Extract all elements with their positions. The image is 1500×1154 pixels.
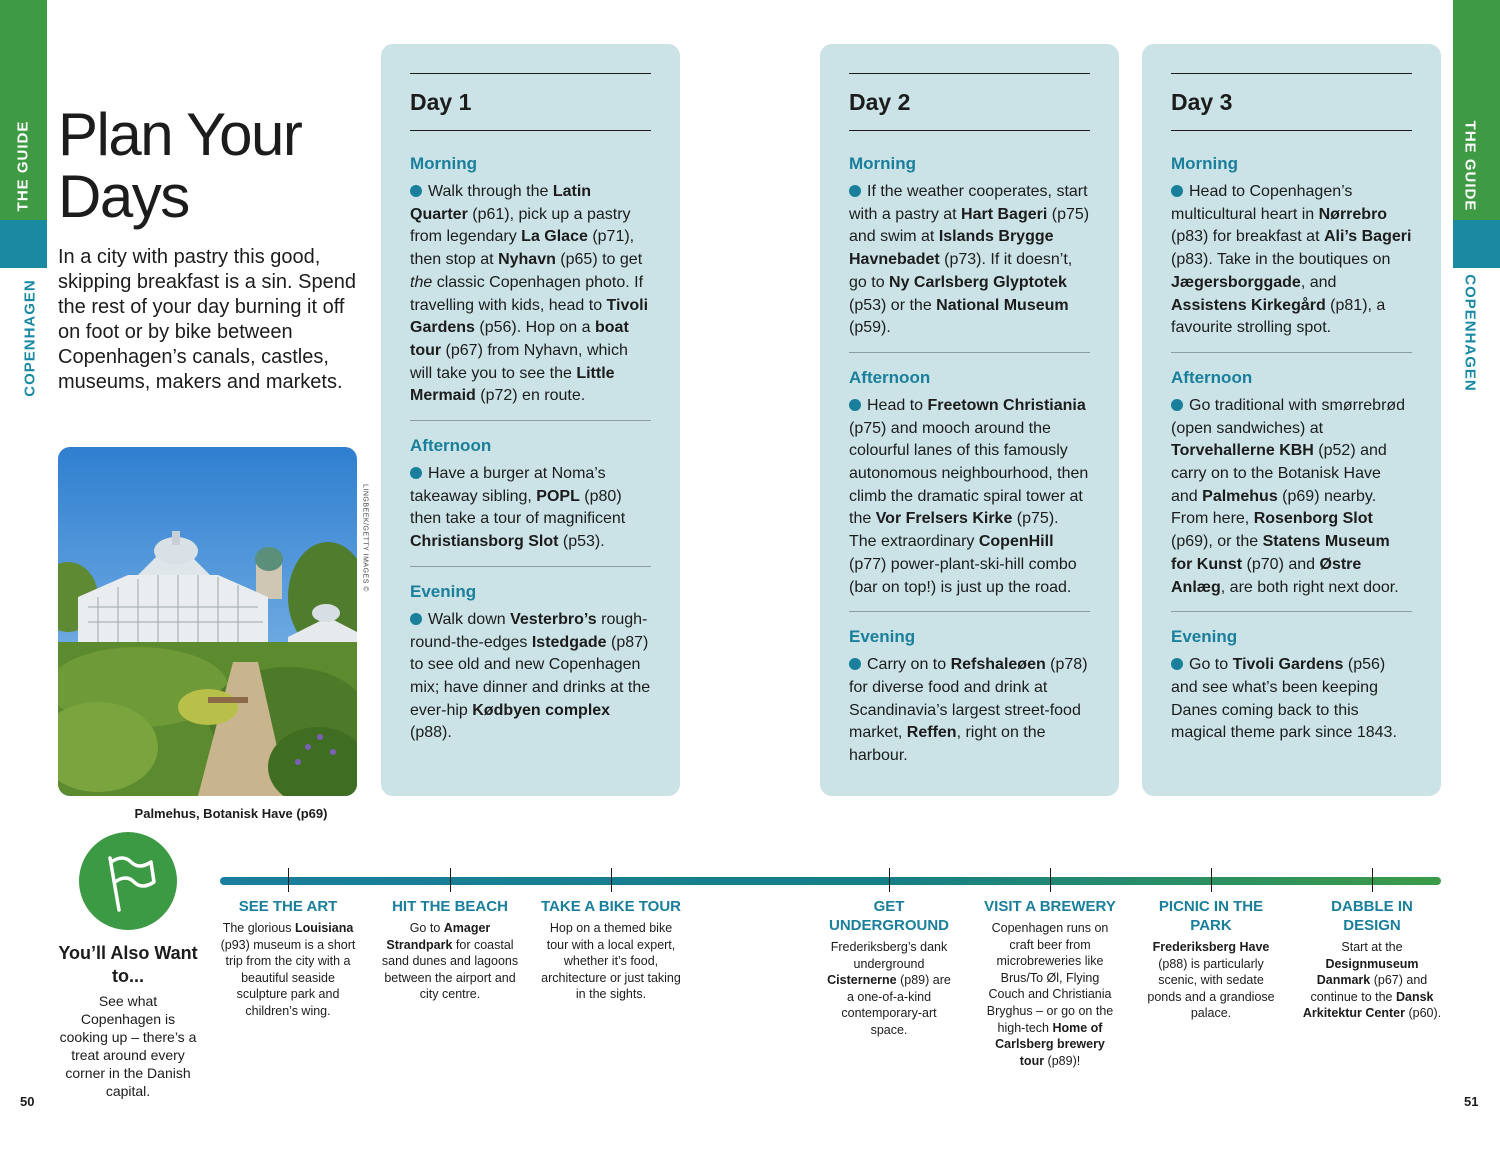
guide-tab-right-label: THE GUIDE: [1461, 120, 1479, 212]
text-run: (p81), a favourite strolling spot.: [1171, 296, 1386, 337]
text-run: Frederiksberg’s dank underground: [830, 940, 948, 971]
section-body: [849, 654, 1090, 768]
day-card-content: [1171, 73, 1412, 745]
text-run: The glorious: [222, 921, 295, 935]
bold-text: Designmuseum Danmark: [1316, 956, 1419, 988]
text-run: Go to: [409, 921, 444, 935]
day-title: Day 2: [849, 89, 911, 115]
timeline-tick: [611, 868, 612, 892]
page-number-left: 50: [20, 1094, 35, 1109]
timeline-item: [216, 897, 361, 1020]
city-tab-marker: [0, 220, 47, 268]
timeline-item: [1302, 897, 1442, 1022]
text-run: (p59).: [849, 319, 891, 337]
section-divider: [849, 611, 1090, 612]
section-heading: Afternoon: [410, 436, 492, 456]
timeline-heading: GET UNDERGROUND: [829, 898, 949, 934]
city-tab-right-label: COPENHAGEN: [1461, 274, 1479, 392]
timeline-text: [824, 939, 954, 1039]
bold-text: Torvehallerne KBH: [1171, 442, 1314, 460]
text-run: (p83). Take in the boutiques on: [1171, 251, 1391, 269]
section-heading: Evening: [849, 627, 916, 647]
text-run: , and: [1300, 273, 1337, 291]
text-run: Go to: [1189, 656, 1233, 674]
timeline-tick: [288, 868, 289, 892]
bold-text: Louisiana: [294, 921, 354, 935]
also-want-title: You’ll Also Want to...: [58, 943, 198, 986]
bullet-dot-icon: [849, 658, 861, 670]
text-run: (p89)!: [1044, 1053, 1081, 1068]
text-run: (p72) en route.: [475, 387, 586, 405]
bullet-dot-icon: [410, 613, 422, 625]
bold-text: Hart Bageri: [961, 205, 1048, 223]
bold-text: Palmehus: [1202, 487, 1278, 505]
text-run: (p69) nearby. From here,: [1171, 487, 1377, 528]
bold-text: Assistens Kirkegård: [1171, 296, 1326, 314]
text-run: Have a burger at Noma’s takeaway sibling,: [410, 465, 606, 505]
timeline-heading: DABBLE IN DESIGN: [1331, 898, 1413, 934]
intro-text: In a city with pastry this good, skipping breakfast is a sin. Spend the rest of your day burning it off on foot or by bike between Copenhagen’s canals, castles, museums, makers and markets.: [58, 246, 356, 393]
timeline-item: [1141, 897, 1281, 1022]
text-run: (p75) and swim at: [849, 205, 1090, 246]
text-run: (p52) and carry on to the Botanisk Have and: [1171, 442, 1387, 505]
text-run: (p75). The extraordinary: [849, 510, 1059, 551]
section-body: [410, 181, 651, 408]
city-tab-label: COPENHAGEN: [21, 279, 39, 397]
text-run: (p89) are a one-of-a-kind contemporary-art space.: [841, 973, 951, 1037]
timeline-text: [1141, 939, 1281, 1022]
page-title: Plan Your Days: [58, 101, 302, 230]
bold-text: Amager Strandpark: [386, 921, 491, 952]
timeline-text: [378, 920, 523, 1003]
text-run: , are both right next door.: [1220, 578, 1399, 596]
photo-caption: Palmehus, Botanisk Have (p69): [134, 806, 328, 821]
text-run: (p56) and see what’s been keeping Danes coming back to this magical theme park since 1843.: [1171, 656, 1397, 742]
day-card-content: [410, 73, 651, 745]
bold-text: Islands Brygge Havnebadet: [849, 228, 1054, 269]
section-body: [849, 181, 1090, 340]
timeline-item: [378, 897, 523, 1003]
section-body: [1171, 395, 1412, 599]
bold-text: Tivoli Gardens: [410, 296, 649, 337]
text-run: (p71), then stop at: [410, 228, 635, 269]
bold-text: Statens Museum for Kunst: [1171, 533, 1390, 573]
bold-text: Nyhavn: [498, 251, 556, 269]
section-body: [1171, 181, 1412, 340]
page-number-right: 51: [1464, 1094, 1479, 1109]
text-run: Walk through the: [428, 183, 553, 200]
text-run: rough-round-the-edges: [410, 610, 648, 651]
section-heading: Morning: [849, 154, 917, 173]
text-run: (p87) to see old and new Copenhagen mix; have dinner and drinks at the ever-hip: [410, 633, 651, 719]
timeline-tick: [1050, 868, 1051, 892]
text-run: classic Copenhagen photo. If travelling with kids, head to: [410, 273, 644, 314]
section-body: [849, 395, 1090, 599]
section-heading: Morning: [1171, 154, 1239, 173]
timeline-heading: TAKE A BIKE TOUR: [540, 898, 681, 915]
text-run: (p67) and continue to the: [1310, 973, 1428, 1004]
bullet-dot-icon: [1171, 185, 1183, 197]
section-heading: Evening: [1171, 627, 1238, 647]
text-run: (p77) power-plant-ski-hill combo (bar on top!) is just up the road.: [849, 555, 1077, 596]
timeline-tick: [1211, 868, 1212, 892]
bold-text: Home of Carlsberg brewery tour: [995, 1020, 1105, 1068]
text-run: (p60).: [1404, 1006, 1442, 1021]
guide-tab: [0, 0, 47, 220]
text-run: (p80) then take a tour of magnificent: [410, 487, 626, 528]
text-run: (p69), or the: [1171, 533, 1263, 551]
text-run: (p67) from Nyhavn, which will take you to see the: [410, 341, 628, 382]
bullet-dot-icon: [1171, 399, 1183, 411]
text-run: Hop on a themed bike tour with a local expert, whether it’s food, architecture or just taking in the sights.: [541, 921, 681, 1002]
photo-credit: [360, 476, 370, 600]
bold-text: Christiansborg Slot: [410, 533, 559, 551]
bold-text: Kødbyen complex: [472, 701, 611, 719]
section-heading: Afternoon: [849, 367, 931, 387]
section-heading: Morning: [410, 154, 478, 173]
bold-text: Freetown Christiania: [927, 396, 1086, 414]
section-body: [410, 463, 651, 554]
timeline-item: [983, 897, 1118, 1069]
section-heading: Evening: [410, 581, 477, 601]
bold-text: Dansk Arkitektur Center: [1302, 989, 1434, 1021]
bullet-dot-icon: [410, 185, 422, 197]
timeline-tick: [1372, 868, 1373, 892]
text-run: (p61), pick up a pastry from legendary: [410, 205, 631, 246]
italic-text: the: [410, 273, 433, 291]
bold-text: Istedgade: [531, 633, 607, 651]
day-title: Day 3: [1171, 89, 1233, 115]
bold-text: Refshaleøen: [950, 656, 1046, 674]
bold-text: boat tour: [410, 319, 629, 359]
section-divider: [410, 420, 651, 421]
section-divider: [1171, 352, 1412, 353]
bold-text: Vor Frelsers Kirke: [875, 510, 1013, 528]
timeline-item: [539, 897, 684, 1003]
text-run: (p93) museum is a short trip from the city with a beautiful seaside sculpture park and children’s wing.: [220, 937, 356, 1018]
bold-text: CopenHill: [978, 533, 1054, 551]
bullet-dot-icon: [849, 185, 861, 197]
text-run: (p56). Hop on a: [474, 319, 595, 337]
timeline-item: [824, 897, 954, 1039]
text-run: (p53).: [558, 533, 605, 551]
text-run: Copenhagen runs on craft beer from microbreweries like Brus/To Øl, Flying Couch and Christiania Bryghus – or go on the high-tech: [986, 921, 1114, 1035]
bold-text: Ali’s Bageri: [1323, 228, 1412, 246]
text-run: (p73). If it doesn’t, go to: [849, 251, 1073, 291]
day-card-3: [1142, 44, 1441, 796]
bold-text: Jægersborggade: [1171, 273, 1301, 291]
day-card-content: [849, 73, 1090, 768]
section-body: [410, 609, 651, 745]
timeline-text: [216, 920, 361, 1020]
text-run: for coastal sand dunes and lagoons between the airport and city centre.: [381, 937, 519, 1002]
also-want-text: See what Copenhagen is cooking up – there’s a treat around every corner in the Danish capital.: [59, 993, 197, 1099]
text-run: Head to Copenhagen’s multicultural heart in: [1171, 183, 1353, 223]
timeline-bar: [220, 877, 1441, 885]
section-divider: [1171, 611, 1412, 612]
bullet-dot-icon: [1171, 658, 1183, 670]
text-run: (p70) and: [1242, 555, 1320, 573]
day-card-2: [820, 44, 1119, 796]
section-divider: [849, 352, 1090, 353]
bold-text: Reffen: [906, 724, 957, 742]
text-run: (p88).: [410, 724, 452, 742]
text-run: (p65) to get: [555, 251, 643, 269]
text-run: (p53) or the: [849, 296, 937, 314]
photo-credit-text: LINGBEEK/GETTY IMAGES ©: [361, 484, 369, 592]
bold-text: Latin Quarter: [410, 183, 592, 223]
bold-text: Tivoli Gardens: [1232, 656, 1344, 674]
section-heading: Afternoon: [1171, 367, 1253, 387]
timeline-tick: [889, 868, 890, 892]
bold-text: Ny Carlsberg Glyptotek: [889, 273, 1067, 291]
timeline-text: [983, 920, 1118, 1069]
bullet-dot-icon: [410, 467, 422, 479]
bold-text: Frederiksberg Have: [1152, 940, 1270, 954]
text-run: Carry on to: [867, 656, 951, 674]
timeline-heading: SEE THE ART: [238, 898, 338, 915]
text-run: (p75) and mooch around the colourful lanes of this famously autonomous neighbourhood, then climb the dramatic spiral tower at the: [849, 419, 1089, 528]
text-run: If the weather cooperates, start with a pastry at: [849, 183, 1088, 223]
bold-text: La Glace: [521, 228, 588, 246]
bold-text: Little Mermaid: [410, 364, 615, 405]
bold-text: POPL: [536, 487, 580, 505]
bold-text: Cisternerne: [827, 973, 897, 988]
guide-tab-label: THE GUIDE: [14, 120, 32, 212]
timeline-heading: PICNIC IN THE PARK: [1158, 898, 1264, 934]
guide-tab-right: [1453, 0, 1500, 220]
day-title: Day 1: [410, 89, 472, 115]
flag-badge: [79, 832, 177, 930]
bold-text: Rosenborg Slot: [1253, 510, 1373, 528]
text-run: Head to: [867, 396, 928, 414]
text-run: (p78) for diverse food and drink at Scandinavia’s largest street-food market,: [849, 656, 1088, 742]
bold-text: Nørrebro: [1318, 205, 1388, 223]
divider: [410, 130, 651, 131]
palmehus-photo: [58, 447, 357, 796]
timeline-heading: HIT THE BEACH: [392, 898, 508, 915]
city-tab-right-marker: [1453, 220, 1500, 268]
section-body: [1171, 654, 1412, 745]
flag-icon: [79, 832, 177, 930]
text-run: Go traditional with smørrebrød (open sandwiches) at: [1171, 396, 1406, 437]
text-run: , right on the harbour.: [849, 724, 1046, 765]
text-run: (p83) for breakfast at: [1171, 228, 1324, 246]
bold-text: Østre Anlæg: [1171, 555, 1362, 596]
timeline-text: [539, 920, 684, 1003]
text-run: (p88) is particularly scenic, with sedate ponds and a grandiose palace.: [1147, 956, 1275, 1021]
bold-text: National Museum: [936, 296, 1069, 314]
divider: [1171, 130, 1412, 131]
day-card-1: [381, 44, 680, 796]
bullet-dot-icon: [849, 399, 861, 411]
text-run: Walk down: [428, 610, 511, 628]
bold-text: Vesterbro’s: [510, 610, 597, 628]
section-divider: [410, 566, 651, 567]
timeline-text: [1302, 939, 1442, 1022]
divider: [849, 130, 1090, 131]
timeline-heading: VISIT A BREWERY: [984, 898, 1116, 915]
timeline-tick: [450, 868, 451, 892]
text-run: Start at the: [1341, 940, 1403, 954]
